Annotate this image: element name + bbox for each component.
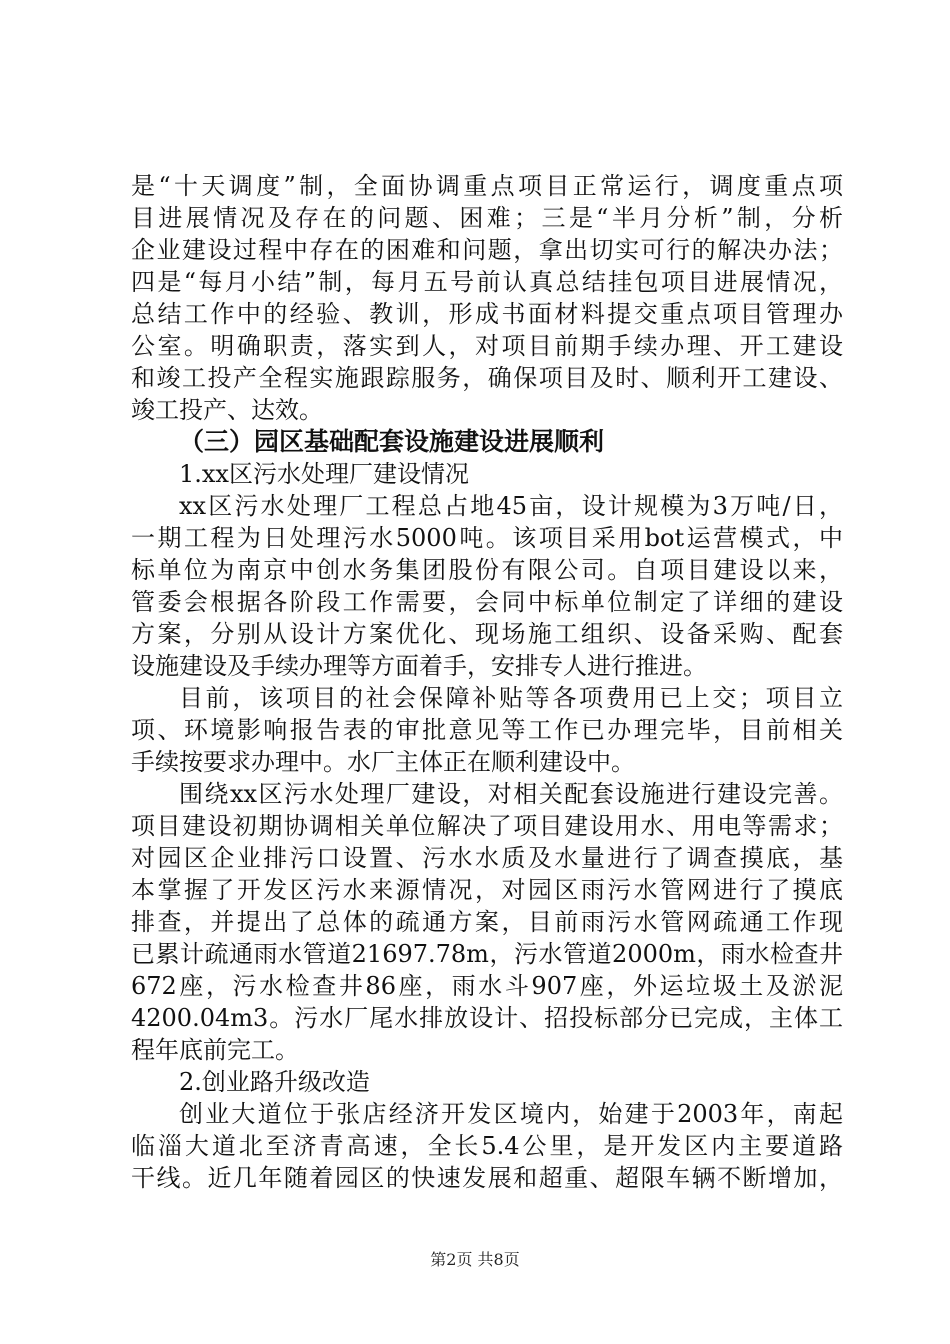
page-footer: 第2页 共8页	[430, 1250, 520, 1269]
text-line: 管委会根据各阶段工作需要，会同中标单位制定了详细的建设	[131, 588, 843, 616]
text-line: 标单位为南京中创水务集团股份有限公司。自项目建设以来，	[131, 556, 843, 584]
section-heading: （三）园区基础配套设施建设进展顺利	[179, 427, 605, 456]
text-line: 项目建设初期协调相关单位解决了项目建设用水、用电等需求；	[131, 812, 843, 840]
text-line: 公室。明确职责，落实到人，对项目前期手续办理、开工建设	[131, 332, 843, 360]
text-line: 围绕xx区污水处理厂建设，对相关配套设施进行建设完善。	[179, 780, 843, 808]
text-line: 目前，该项目的社会保障补贴等各项费用已上交；项目立	[179, 684, 843, 712]
paragraph	[131, 490, 843, 682]
text-line: 是“十天调度”制，全面协调重点项目正常运行，调度重点项	[131, 172, 843, 200]
text-line: 企业建设过程中存在的困难和问题，拿出切实可行的解决办法；	[131, 236, 843, 264]
text-line: 总结工作中的经验、教训，形成书面材料提交重点项目管理办	[131, 300, 843, 328]
subsection-heading: 1.xx区污水处理厂建设情况	[179, 460, 469, 488]
paragraph	[131, 1098, 843, 1194]
text-line: 目进展情况及存在的问题、困难；三是“半月分析”制，分析	[131, 204, 843, 232]
text-line: 一期工程为日处理污水5000吨。该项目采用bot运营模式，中	[131, 524, 843, 552]
text-line: 干线。近几年随着园区的快速发展和超重、超限车辆不断增加，	[131, 1164, 843, 1192]
text-line: 和竣工投产全程实施跟踪服务，确保项目及时、顺利开工建设、	[131, 364, 843, 392]
text-line: 创业大道位于张店经济开发区境内，始建于2003年，南起	[179, 1100, 843, 1128]
text-line: 672座，污水检查井86座，雨水斗907座，外运垃圾土及淤泥	[131, 972, 843, 1000]
text-line: 四是“每月小结”制，每月五号前认真总结挂包项目进展情况，	[131, 268, 843, 296]
text-line: 设施建设及手续办理等方面着手，安排专人进行推进。	[131, 652, 707, 680]
text-line: 竣工投产、达效。	[131, 396, 323, 424]
text-line: xx区污水处理厂工程总占地45亩，设计规模为3万吨/日，	[179, 492, 843, 520]
paragraph	[131, 682, 843, 778]
text-line: 4200.04m3。污水厂尾水排放设计、招投标部分已完成，主体工	[131, 1004, 843, 1032]
paragraph	[131, 778, 843, 1066]
text-line: 本掌握了开发区污水来源情况，对园区雨污水管网进行了摸底	[131, 876, 843, 904]
text-line: 项、环境影响报告表的审批意见等工作已办理完毕，目前相关	[131, 716, 843, 744]
text-line: 对园区企业排污口设置、污水水质及水量进行了调查摸底，基	[131, 844, 843, 872]
text-line: 方案，分别从设计方案优化、现场施工组织、设备采购、配套	[131, 620, 843, 648]
text-line: 临淄大道北至济青高速，全长5.4公里，是开发区内主要道路	[131, 1132, 843, 1160]
document-body	[131, 170, 843, 1194]
paragraph	[131, 170, 843, 426]
text-line: 手续按要求办理中。水厂主体正在顺利建设中。	[131, 748, 635, 776]
text-line: 排查，并提出了总体的疏通方案，目前雨污水管网疏通工作现	[131, 908, 843, 936]
text-line: 程年底前完工。	[131, 1036, 299, 1064]
subsection-heading: 2.创业路升级改造	[179, 1068, 370, 1096]
text-line: 已累计疏通雨水管道21697.78m，污水管道2000m，雨水检查井	[131, 940, 843, 968]
